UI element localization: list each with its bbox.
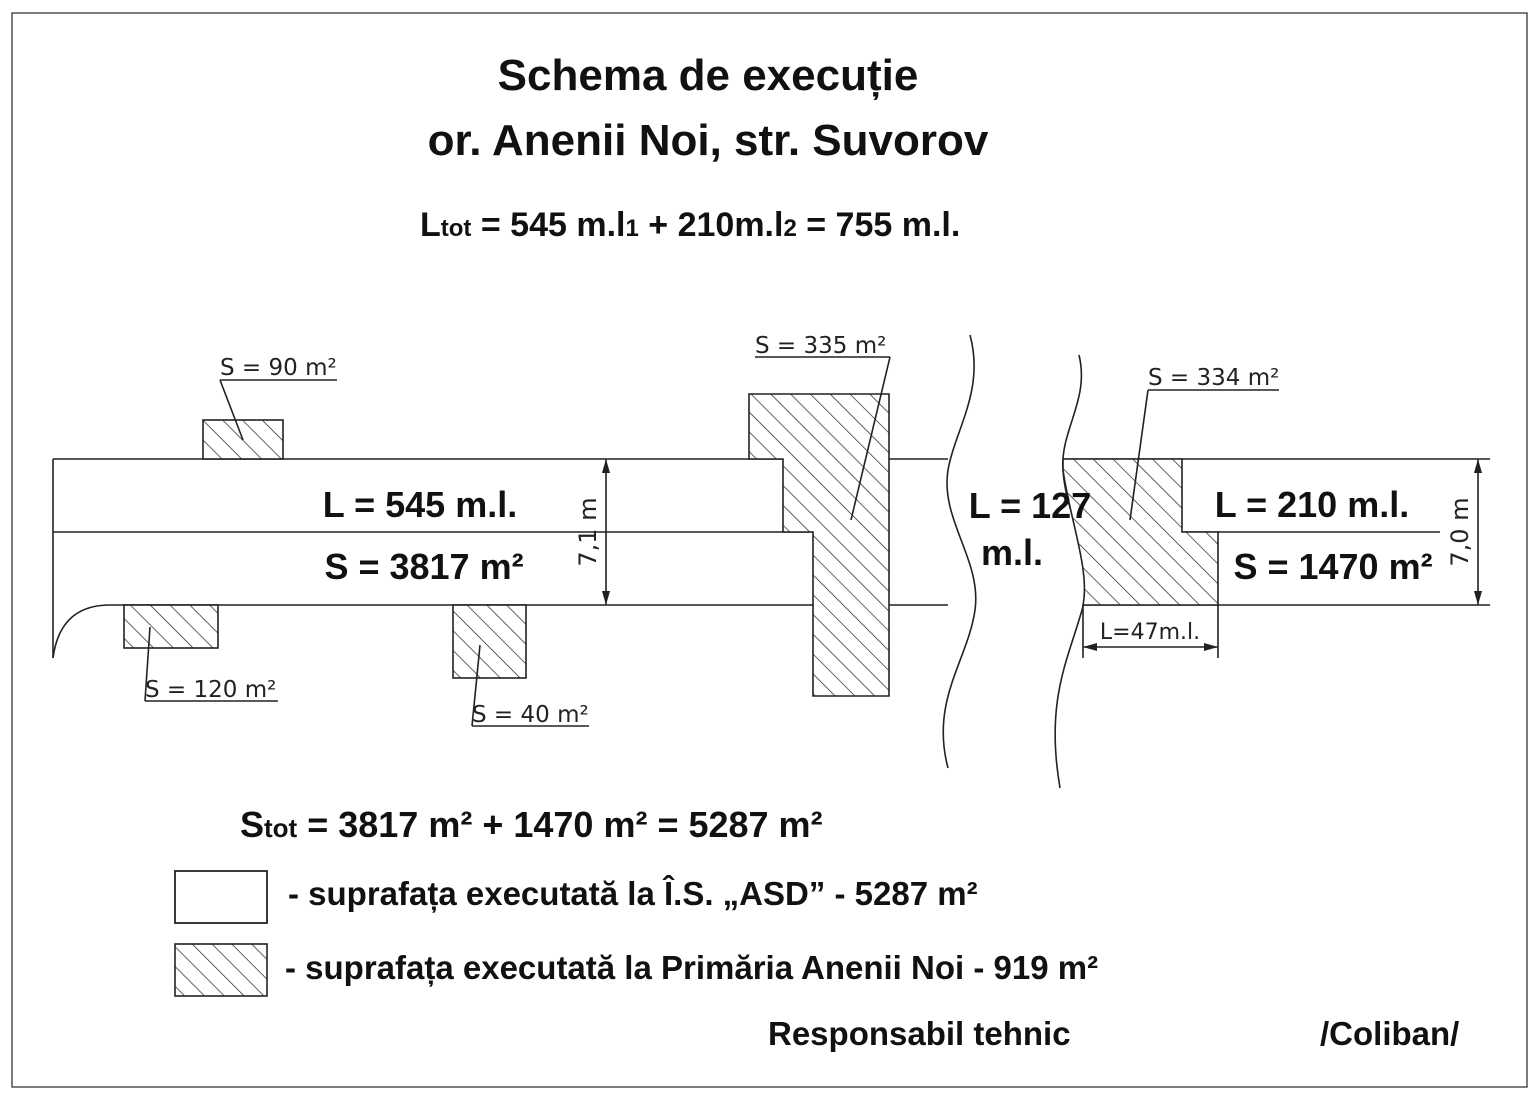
break-line-left (943, 335, 976, 768)
patch-s334 (1063, 459, 1218, 605)
right-width-label: 7,0 m (1446, 497, 1474, 567)
legend-hatched-swatch (175, 944, 267, 996)
legend-plain-label: - suprafața executată la Î.S. „ASD” - 5287 m² (288, 875, 978, 912)
patch-s335 (749, 394, 889, 696)
patch-length-label: L=47m.l. (1099, 620, 1201, 645)
right-area-label: S = 1470 m² (1233, 546, 1433, 587)
title-line-2: or. Anenii Noi, str. Suvorov (427, 116, 989, 165)
right-width-dimension (1474, 459, 1482, 605)
middle-length-line-1: L = 127 (968, 485, 1092, 526)
middle-length-line-2: m.l. (980, 532, 1044, 573)
signature-name: /Coliban/ (1320, 1015, 1460, 1052)
patch-s40-label: S = 40 m² (472, 702, 589, 728)
right-length-label: L = 210 m.l. (1214, 484, 1410, 525)
legend-plain-swatch (175, 871, 267, 923)
left-length-label: L = 545 m.l. (322, 484, 518, 525)
left-area-label: S = 3817 m² (324, 546, 524, 587)
signature-role: Responsabil tehnic (768, 1015, 1071, 1052)
patch-s40 (453, 605, 526, 678)
break-line-right (1055, 355, 1086, 788)
total-area-formula: Stot = 3817 m² + 1470 m² = 5287 m² (240, 804, 823, 845)
patch-s120 (124, 605, 218, 648)
title-line-1: Schema de execuție (497, 51, 919, 100)
legend-hatched-label: - suprafața executată la Primăria Anenii Noi - 919 m² (285, 949, 1099, 986)
patch-s335-label: S = 335 m² (755, 333, 887, 359)
patch-s90-label: S = 90 m² (220, 355, 337, 381)
left-width-label: 7,1 m (574, 497, 602, 567)
patch-s334-label: S = 334 m² (1148, 365, 1280, 391)
patch-s120-label: S = 120 m² (145, 677, 277, 703)
total-length-formula: Ltot = 545 m.l1 + 210m.l2 = 755 m.l. (420, 206, 961, 244)
